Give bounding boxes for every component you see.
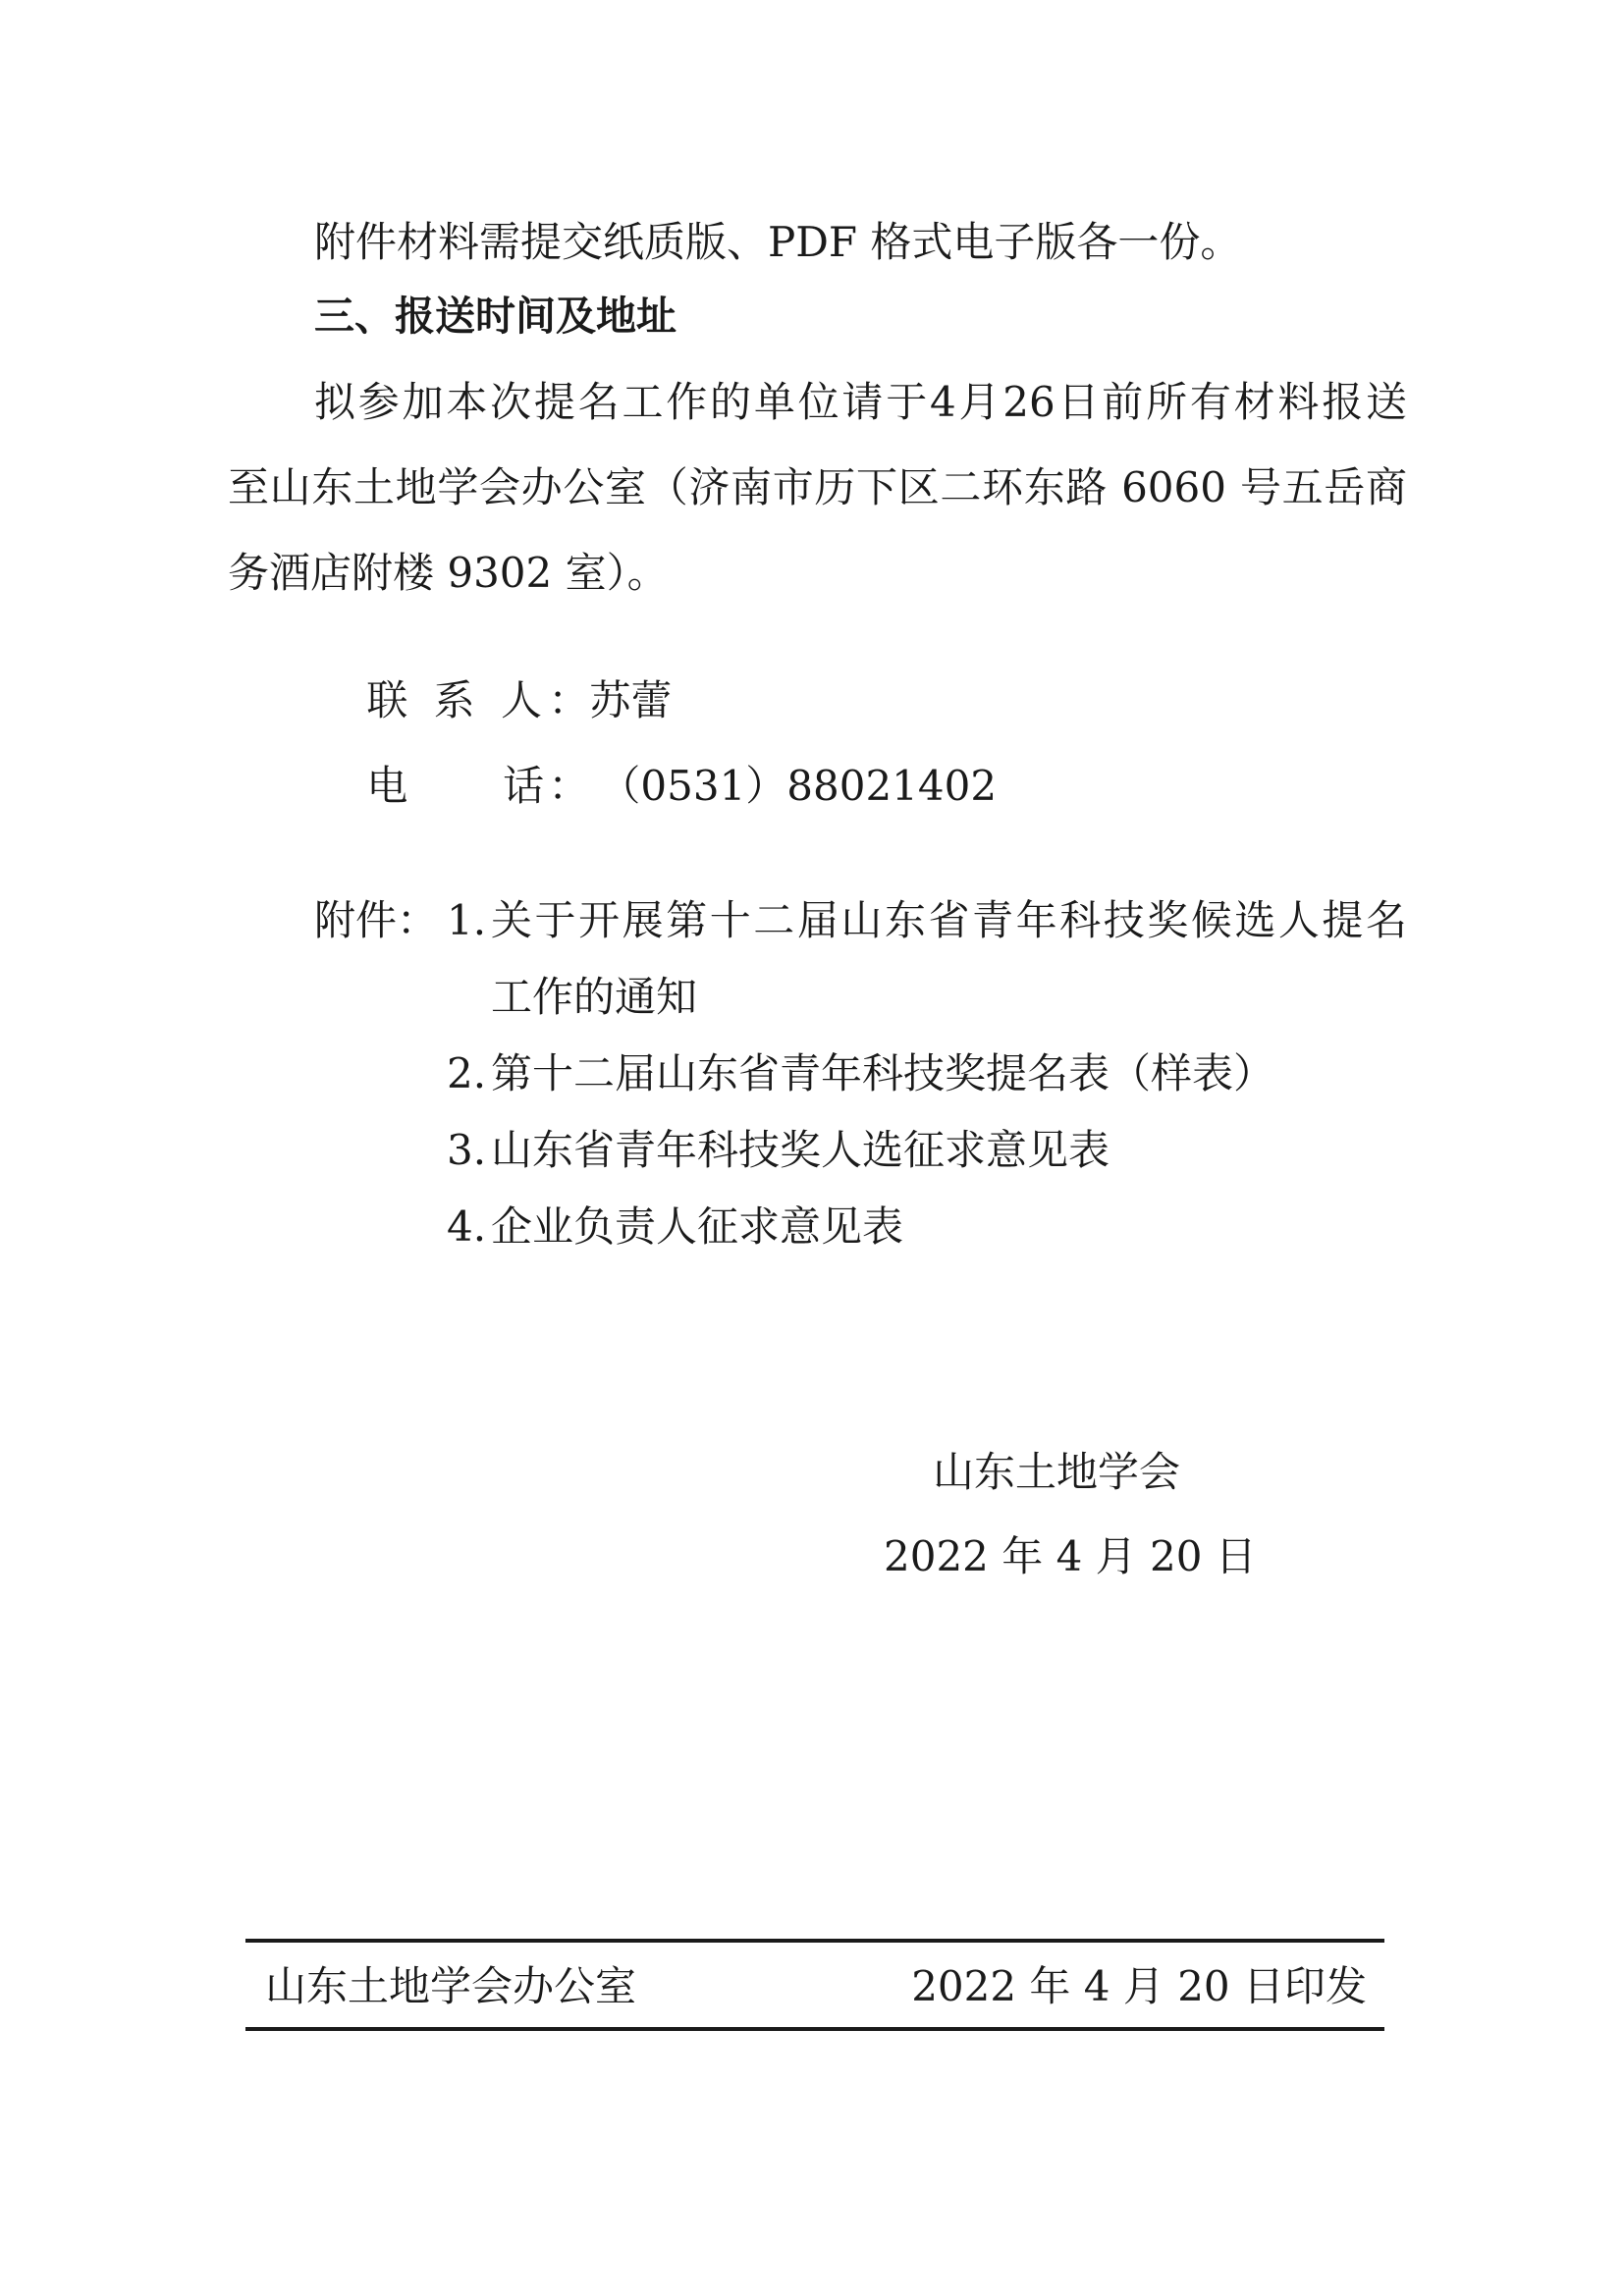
footer-issue-date: 2022 年 4 月 20 日印发 (911, 1962, 1367, 2010)
section3-heading: 三、报送时间及地址 (314, 293, 677, 340)
phone-label: 电 话： (366, 762, 590, 810)
para1-tail: 附件材料需提交纸质版、PDF 格式电子版各一份。 (314, 218, 1242, 266)
footer-row (245, 1962, 1384, 2010)
contact-value: 苏蕾 (589, 676, 673, 724)
attachment-3-num: 3. (447, 1126, 487, 1174)
contact-row (314, 639, 673, 724)
attachment-1-num: 1. (447, 896, 487, 944)
attachment-3-text: 山东省青年科技奖人选征求意见表 (491, 1126, 1110, 1174)
para2-line-1: 拟参加本次提名工作的单位请于4月26日前所有材料报送 (314, 378, 1407, 426)
footer-top-rule (245, 1939, 1384, 1943)
footer-bottom-rule (245, 2027, 1384, 2031)
footer-issuer: 山东土地学会办公室 (265, 1962, 637, 2010)
signature-date: 2022 年 4 月 20 日 (884, 1532, 1257, 1580)
phone-row (314, 724, 998, 810)
attachments-label: 附件： (314, 896, 439, 944)
para2-line-2: 至山东土地学会办公室（济南市历下区二环东路 6060 号五岳商 (228, 463, 1407, 511)
attachment-1-line-1: 关于开展第十二届山东省青年科技奖候选人提名 (491, 896, 1407, 944)
contact-label: 联 系 人： (366, 676, 590, 724)
para2-line-3: 务酒店附楼 9302 室）。 (228, 549, 669, 597)
attachment-1-line-2: 工作的通知 (491, 973, 698, 1021)
attachment-2-text: 第十二届山东省青年科技奖提名表（样表） (491, 1049, 1275, 1097)
signature-organization: 山东土地学会 (933, 1448, 1181, 1496)
attachment-4-text: 企业负责人征求意见表 (491, 1202, 904, 1251)
attachment-2-num: 2. (447, 1049, 487, 1097)
phone-value: （0531）88021402 (599, 762, 998, 810)
attachment-4-num: 4. (447, 1202, 487, 1251)
